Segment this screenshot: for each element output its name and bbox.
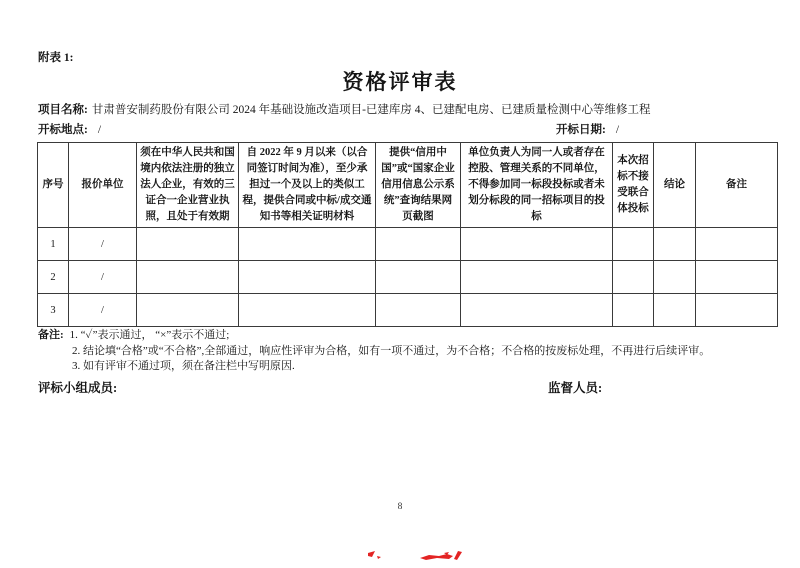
cell-conclusion — [654, 294, 696, 327]
note-item-3: 3. 如有评审不通过项，须在备注栏中写明原因. — [72, 360, 295, 372]
project-name-line — [38, 101, 794, 117]
page-number: 8 — [397, 502, 403, 512]
cell-conclusion — [654, 228, 696, 261]
note-line — [38, 328, 794, 344]
cell-no-consortium — [613, 261, 654, 294]
header-bidder-unit: 报价单位 — [69, 143, 137, 228]
bid-date-value: / — [615, 124, 620, 136]
cell-bidder-unit: / — [69, 261, 137, 294]
cell-bidder-unit: / — [69, 294, 137, 327]
cell-serial-no: 3 — [38, 294, 69, 327]
cell-credit-check — [376, 261, 461, 294]
cell-credit-check — [376, 228, 461, 261]
header-registration-criterion: 须在中华人民共和国境内依法注册的独立法人企业，有效的三证合一企业营业执照，且处于有效期 — [137, 143, 239, 228]
cell-serial-no: 2 — [38, 261, 69, 294]
cell-registration — [137, 228, 239, 261]
cell-credit-check — [376, 294, 461, 327]
cell-registration — [137, 261, 239, 294]
cell-conclusion — [654, 261, 696, 294]
notes-label: 备注: — [38, 329, 64, 341]
header-no-consortium-criterion: 本次招标不接受联合体投标 — [613, 143, 654, 228]
evaluation-committee-label: 评标小组成员: — [38, 381, 118, 395]
bid-location-label: 开标地点: — [38, 124, 88, 136]
cell-experience — [239, 228, 376, 261]
bid-location-value: / — [97, 124, 102, 136]
bid-location — [38, 121, 101, 137]
header-conclusion: 结论 — [654, 143, 696, 228]
cell-remarks — [696, 261, 778, 294]
red-stamp-fragment — [358, 549, 488, 563]
cell-no-consortium — [613, 228, 654, 261]
cell-affiliation — [461, 261, 613, 294]
cell-affiliation — [461, 294, 613, 327]
header-remarks: 备注 — [696, 143, 778, 228]
note-item-1: 1. “✓”表示通过， “×”表示不通过; — [69, 329, 230, 341]
bid-date-label: 开标日期: — [556, 124, 606, 136]
cell-experience — [239, 261, 376, 294]
cell-serial-no: 1 — [38, 228, 69, 261]
cell-experience — [239, 294, 376, 327]
note-line — [38, 359, 794, 375]
page-title: 资格评审表 — [342, 70, 458, 94]
header-affiliation-criterion: 单位负责人为同一人或者存在控股、管理关系的不同单位，不得参加同一标段投标或者未划分标段的同一招标项目的投标 — [461, 143, 613, 228]
header-experience-criterion: 自 2022 年 9 月以来（以合同签订时间为准），至少承担过一个及以上的类似工程，提供合同或中标/成交通知书等相关证明材料 — [239, 143, 376, 228]
header-serial-no: 序号 — [38, 143, 69, 228]
appendix-label: 附表 1: — [38, 52, 74, 64]
table-header-row — [38, 143, 778, 228]
note-item-2: 2. 结论填“合格”或“不合格”,全部通过，响应性评审为合格，如有一项不通过，为不合格；不合格的按废标处理，不再进行后续评审。 — [72, 344, 711, 357]
header-credit-check-criterion: 提供“信用中国”或“国家企业信用信息公示系统”查询结果网页截图 — [376, 143, 461, 228]
table-row — [38, 261, 778, 294]
qualification-review-table — [37, 142, 778, 327]
cell-bidder-unit: / — [69, 228, 137, 261]
cell-remarks — [696, 294, 778, 327]
notes-section — [38, 328, 794, 375]
table-row — [38, 228, 778, 261]
cell-no-consortium — [613, 294, 654, 327]
bid-date — [556, 121, 619, 137]
note-line — [38, 344, 794, 360]
cell-affiliation — [461, 228, 613, 261]
table-row — [38, 294, 778, 327]
supervisor-label: 监督人员: — [548, 381, 603, 395]
cell-registration — [137, 294, 239, 327]
project-name-value: 甘肃普安制药股份有限公司 2024 年基础设施改造项目-已建库房 4、已建配电房、已建质量检测中心等维修工程 — [91, 104, 651, 116]
project-name-label: 项目名称: — [38, 104, 88, 116]
cell-remarks — [696, 228, 778, 261]
